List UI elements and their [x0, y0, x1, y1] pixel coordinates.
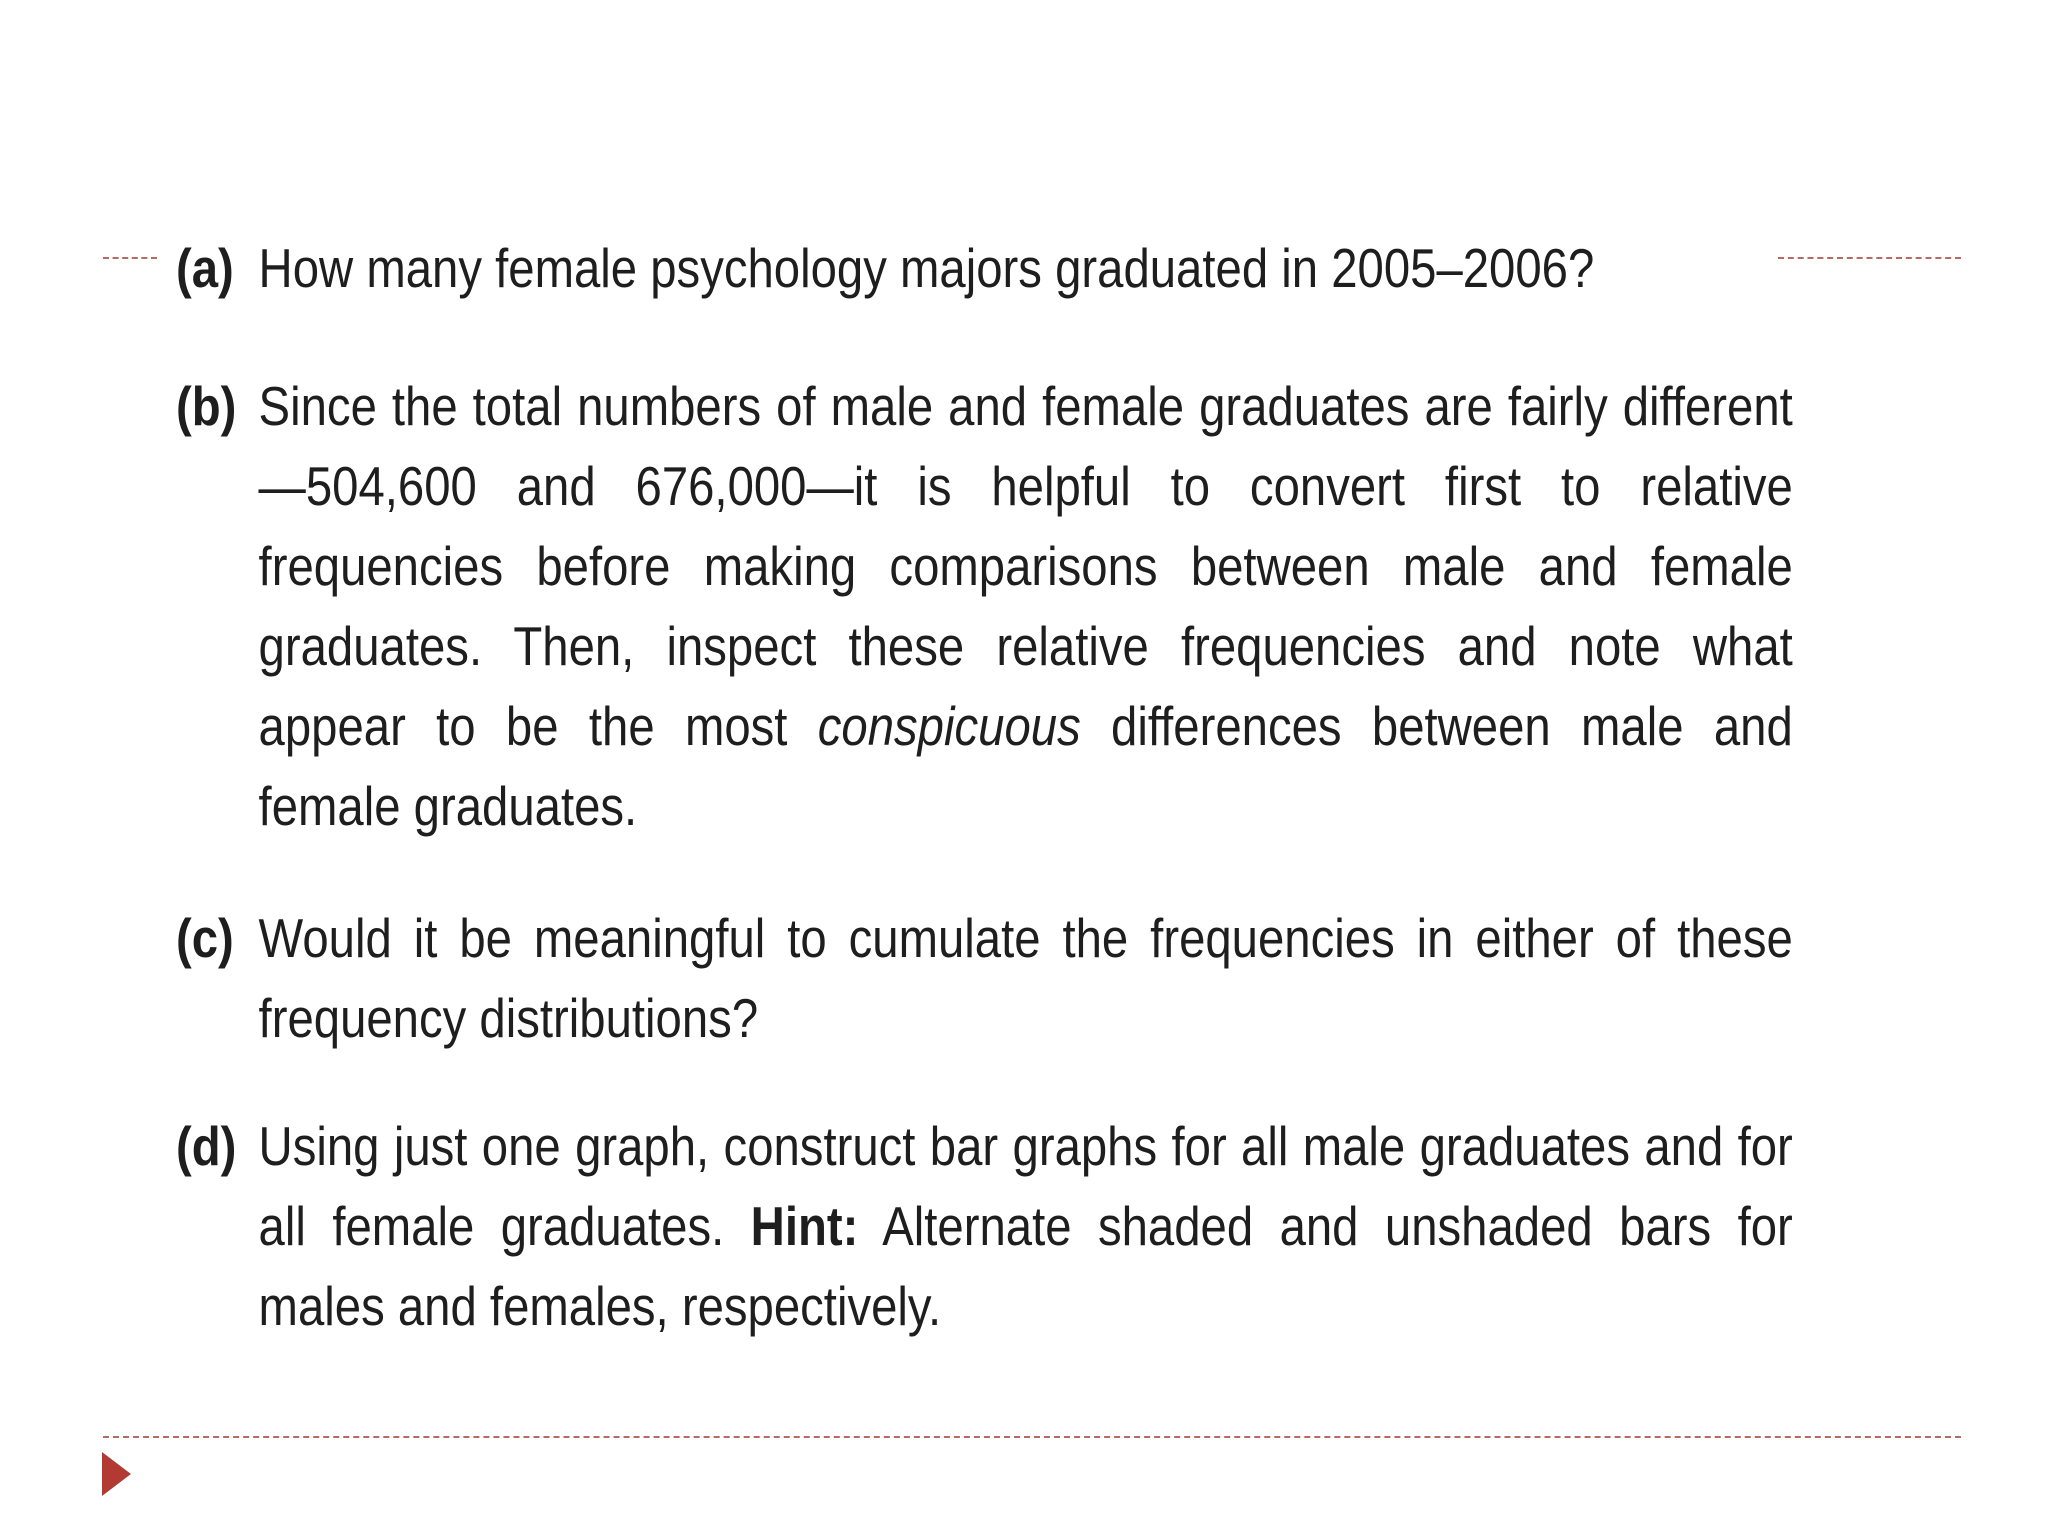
divider-bottom: [103, 1436, 1961, 1438]
question-text-part: Alternate shaded and unshaded bars for males and females, respectively.: [258, 1195, 1793, 1337]
question-text: Would it be meaningful to cumulate the frequencies in either of these frequency distributions?: [258, 907, 1793, 1049]
question-label: (a): [176, 237, 234, 299]
question-label: (b): [176, 375, 237, 437]
question-text: [259, 1106, 1793, 1346]
question-text-part: Using just one graph, construct bar graphs for all male graduates and for all female graduates.: [258, 1115, 1793, 1257]
question-text-part: Since the total numbers of male and female graduates are fairly different—504,600 and 676,000—it is helpful to convert first to relative frequencies before making comparisons between male and female graduates. Then, inspect these relative frequencies and note what appear to be the most: [258, 375, 1793, 757]
question-label: (c): [176, 907, 234, 969]
question-text: How many female psychology majors graduated in 2005–2006?: [258, 237, 1595, 299]
question-text-part: differences between male and female graduates.: [258, 695, 1793, 837]
question-d: [176, 1106, 1793, 1346]
question-a: [176, 228, 1793, 314]
divider-top-left: [103, 257, 157, 259]
question-b: [176, 366, 1793, 846]
question-text: [259, 366, 1793, 846]
question-list: [176, 228, 1793, 1346]
emphasized-word: conspicuous: [817, 695, 1081, 757]
question-c: [176, 898, 1793, 1058]
hint-label: Hint:: [750, 1195, 859, 1257]
divider-top-right: [1778, 257, 1961, 259]
question-label: (d): [176, 1115, 237, 1177]
triangle-right-icon: [102, 1452, 131, 1496]
